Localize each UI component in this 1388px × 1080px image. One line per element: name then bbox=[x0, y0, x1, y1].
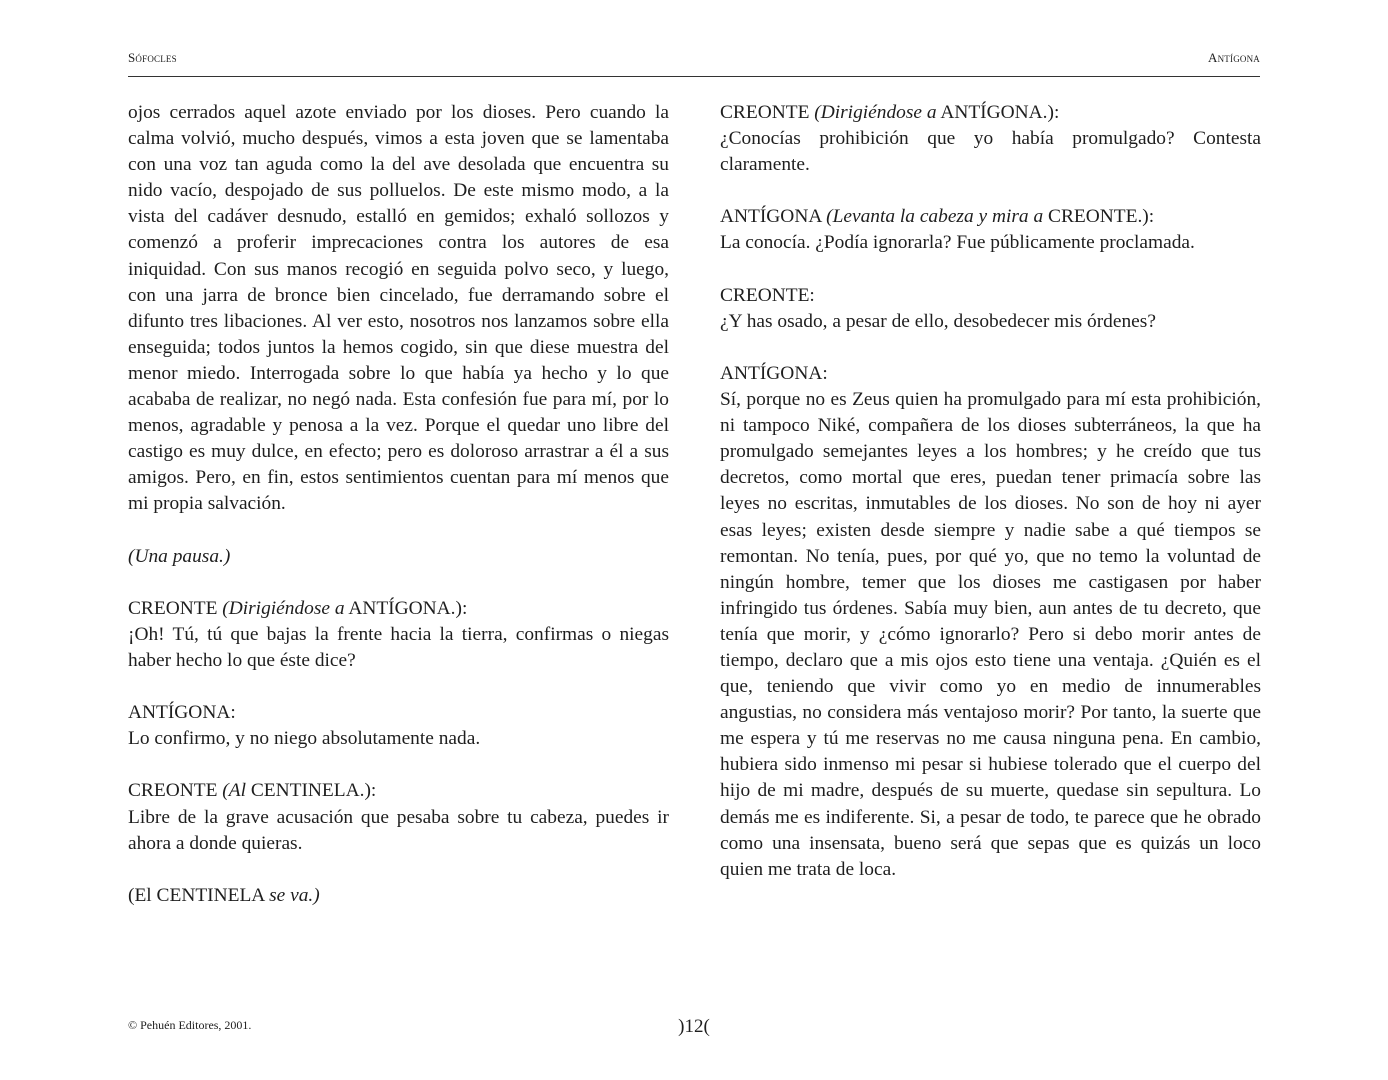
speaker-line: CREONTE (Dirigiéndose a ANTÍGONA.): bbox=[128, 597, 468, 619]
speech-creonte-1 bbox=[128, 596, 669, 674]
speaker-line: CREONTE (Dirigiéndose a ANTÍGONA.): bbox=[720, 102, 1060, 123]
stage-direction-exit: (El CENTINELA se va.) bbox=[128, 884, 320, 906]
speech-antigona-3 bbox=[720, 361, 1261, 883]
speaker-name: CREONTE bbox=[128, 597, 218, 619]
direction-name: ANTÍGONA bbox=[348, 597, 451, 619]
speaker-name: ANTÍGONA bbox=[720, 206, 822, 228]
speech-text: ¿Conocías prohibición que yo había promulgado? Contesta claramente. bbox=[720, 128, 1261, 176]
copyright-notice: © Pehuén Editores, 2001. bbox=[128, 1018, 252, 1032]
speech-text: Sí, porque no es Zeus quien ha promulgado para mí esta prohibición, ni tampoco Niké, compañera de los dioses subterráneos, la que ha promulgado semejantes leyes a los hombres; y he creído que tus decretos, como mortal que eres, puedan tener primacía sobre las leyes no escritas, inmutables de los dioses. No son de hoy ni ayer esas leyes; existen desde siempre y nadie sabe a qué tiempos se remontan. No tenía, pues, por qué yo, que no temo la voluntad de ningún hombre, temer que los dioses me castigasen por haber infringido tus órdenes. Sabía muy bien, aun antes de tu decreto, que tenía que morir, y ¿cómo ignorarlo? Pero si debo morir antes de tiempo, declaro que a mis ojos esto tiene una ventaja. ¿Quién es el que, teniendo que vivir como yo en medio de innumerables angustias, no considera más ventajoso morir? Por tanto, la suerte que me espera y tú me reservas no me causa ninguna pena. En cambio, hubiera sido inmenso mi pesar si hubiese tolerado que el cuerpo del hijo de mi madre, después de su muerte, quedase sin sepultura. Lo demás me es indiferente. Si, a pesar de todo, te parece que he obrado como una insensata, bueno será que sepas que es quizás un loco quien me trata de loca. bbox=[720, 389, 1261, 880]
running-header bbox=[128, 50, 1260, 72]
speech-text: ¡Oh! Tú, tú que bajas la frente hacia la tierra, confirmas o niegas haber hecho lo que éste dice? bbox=[128, 623, 669, 671]
stage-direction: (Levanta la cabeza y mira a bbox=[826, 206, 1044, 228]
speaker-name: ANTÍGONA: bbox=[128, 702, 236, 724]
speaker-name: ANTÍGONA: bbox=[720, 362, 828, 384]
stage-direction: (Al bbox=[222, 780, 246, 802]
speech-antigona-2 bbox=[720, 204, 1261, 256]
speaker-line: CREONTE (Al CENTINELA.): bbox=[128, 780, 377, 802]
speaker-name: CREONTE bbox=[720, 102, 810, 123]
narration-paragraph: ojos cerrados aquel azote enviado por los dioses. Pero cuando la calma volvió, mucho después, vimos a esta joven que se lamentaba con una voz tan aguda como la del ave desolada que encuentra su nido vacío, despojado de sus polluelos. De este mismo modo, a la vista del cadáver desnudo, estalló en gemidos; exhaló sollozos y comenzó a proferir imprecaciones contra los autores de esa iniquidad. Con sus manos recogió en seguida polvo seco, y luego, con una jarra de bronce bien cincelado, fue derramando sobre el difunto tres libaciones. Al ver esto, nosotros nos lanzamos sobre ella enseguida; todos juntos la hemos cogido, sin que diese muestra del menor miedo. Interrogada sobre lo que había ya hecho y lo que acababa de realizar, no negó nada. Esta confesión fue para mí, por lo menos, agradable y penosa a la vez. Porque el quedar uno libre del castigo es muy dulce, en efecto; pero es doloroso arrastrar a él a sus amigos. Pero, en fin, estos sentimientos cuentan para mí menos que mi propia salvación. bbox=[128, 102, 669, 515]
stage-direction: (Dirigiéndose a bbox=[222, 597, 345, 619]
page-number: )12( bbox=[678, 1016, 710, 1037]
speech-antigona-1 bbox=[128, 700, 669, 752]
direction-name: ANTÍGONA bbox=[940, 102, 1043, 123]
speaker-name: CREONTE: bbox=[720, 284, 815, 306]
speech-text: ¿Y has osado, a pesar de ello, desobedecer mis órdenes? bbox=[720, 310, 1156, 332]
stage-direction-pause: (Una pausa.) bbox=[128, 545, 231, 567]
left-column bbox=[128, 100, 669, 909]
speech-creonte-4 bbox=[720, 283, 1261, 335]
direction-name: CREONTE bbox=[1048, 206, 1138, 228]
header-title: Antígona bbox=[1208, 50, 1260, 65]
speech-text: Libre de la grave acusación que pesaba sobre tu cabeza, puedes ir ahora a donde quieras. bbox=[128, 806, 669, 854]
header-author: Sófocles bbox=[128, 50, 177, 65]
stage-direction: (Dirigiéndose a bbox=[814, 102, 937, 123]
speaker-line: ANTÍGONA (Levanta la cabeza y mira a CREONTE.): bbox=[720, 206, 1155, 228]
direction-name: CENTINELA bbox=[250, 780, 360, 802]
speech-creonte-2 bbox=[128, 778, 669, 856]
right-column bbox=[720, 100, 1261, 883]
speech-creonte-3 bbox=[720, 100, 1261, 178]
speech-text: Lo confirmo, y no niego absolutamente nada. bbox=[128, 728, 481, 750]
header-rule bbox=[128, 76, 1260, 77]
speaker-name: CREONTE bbox=[128, 780, 218, 802]
speech-text: La conocía. ¿Podía ignorarla? Fue públicamente proclamada. bbox=[720, 232, 1195, 254]
